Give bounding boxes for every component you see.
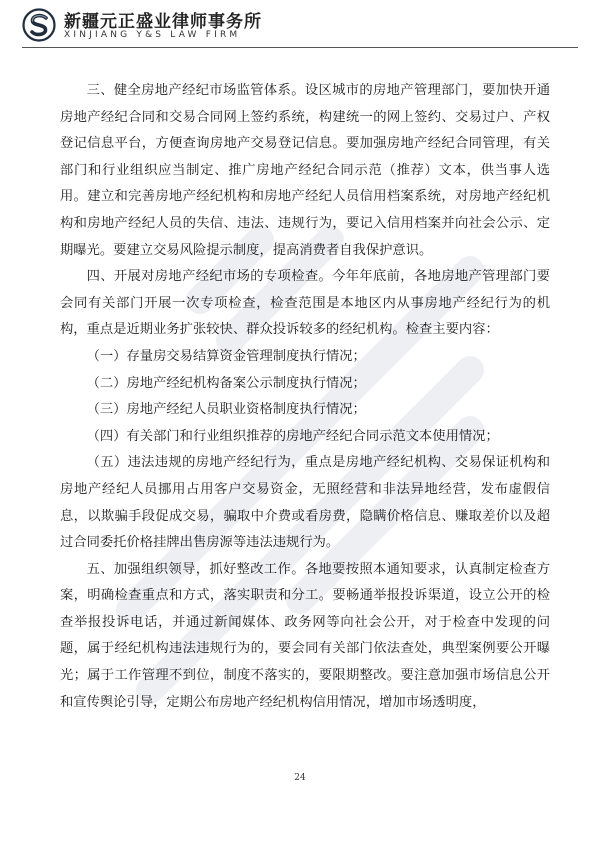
paragraph-item-2: （二）房地产经纪机构备案公示制度执行情况； <box>86 375 366 391</box>
paragraph-section-4: 四、开展对房地产经纪市场的专项检查。今年年底前，各地房地产管理部门要会同有关部门开展一次专项检查，检查范围是本地区内从事房地产经纪行为的机构，重点是近期业务扩张较快、群众投诉较多的经纪机构。检查主要内容： <box>60 269 550 338</box>
page-number: 24 <box>294 773 306 783</box>
page-header <box>0 0 600 52</box>
paragraph-item-4: （四）有关部门和行业组织推荐的房地产经纪合同示范文本使用情况； <box>86 428 499 444</box>
paragraph-item-3: （三）房地产经纪人员职业资格制度执行情况； <box>86 402 366 418</box>
firm-name-en: XINJIANG Y&S LAW FIRM <box>64 30 241 40</box>
document-body <box>60 78 550 716</box>
paragraph-item-1: （一）存量房交易结算资金管理制度执行情况； <box>86 348 366 364</box>
paragraph-section-5: 五、加强组织领导，抓好整改工作。各地要按照本通知要求，认真制定检查方案，明确检查重点和方式，落实职责和分工。要畅通举报投诉渠道，设立公开的检查举报投诉电话，并通过新闻媒体、政务网等向社会公开，对于检查中发现的问题，属于经纪机构违法违规行为的，要会同有关部门依法查处，典型案例要公开曝光；属于工作管理不到位，制度不落实的，要限期整改。要注意加强市场信息公开和宣传舆论引导，定期公布房地产经纪机构信用情况，增加市场透明度， <box>60 561 550 710</box>
firm-name-cn: 新疆元正盛业律师事务所 <box>64 12 262 32</box>
paragraph-item-5: （五）违法违规的房地产经纪行为，重点是房地产经纪机构、交易保证机构和房地产经纪人员挪用占用客户交易资金，无照经营和非法异地经营，发布虚假信息，以欺骗手段促成交易，骗取中介费或看房费，隐瞒价格信息、赚取差价以及超过合同委托价格挂牌出售房源等违法违规行为。 <box>60 455 550 551</box>
firm-logo-icon <box>22 8 56 42</box>
paragraph-section-3: 三、健全房地产经纪市场监管体系。设区城市的房地产管理部门，要加快开通房地产经纪合同和交易合同网上签约系统，构建统一的网上签约、交易过户、产权登记信息平台，方便查询房地产交易登记信息。要加强房地产经纪合同管理，有关部门和行业组织应当制定、推广房地产经纪合同示范（推荐）文本，供当事人选用。建立和完善房地产经纪机构和房地产经纪人员信用档案系统，对房地产经纪机构和房地产经纪人员的失信、违法、违规行为，要记入信用档案并向社会公示、定期曝光。要建立交易风险提示制度，提高消费者自我保护意识。 <box>60 83 550 258</box>
header-divider <box>22 47 578 48</box>
